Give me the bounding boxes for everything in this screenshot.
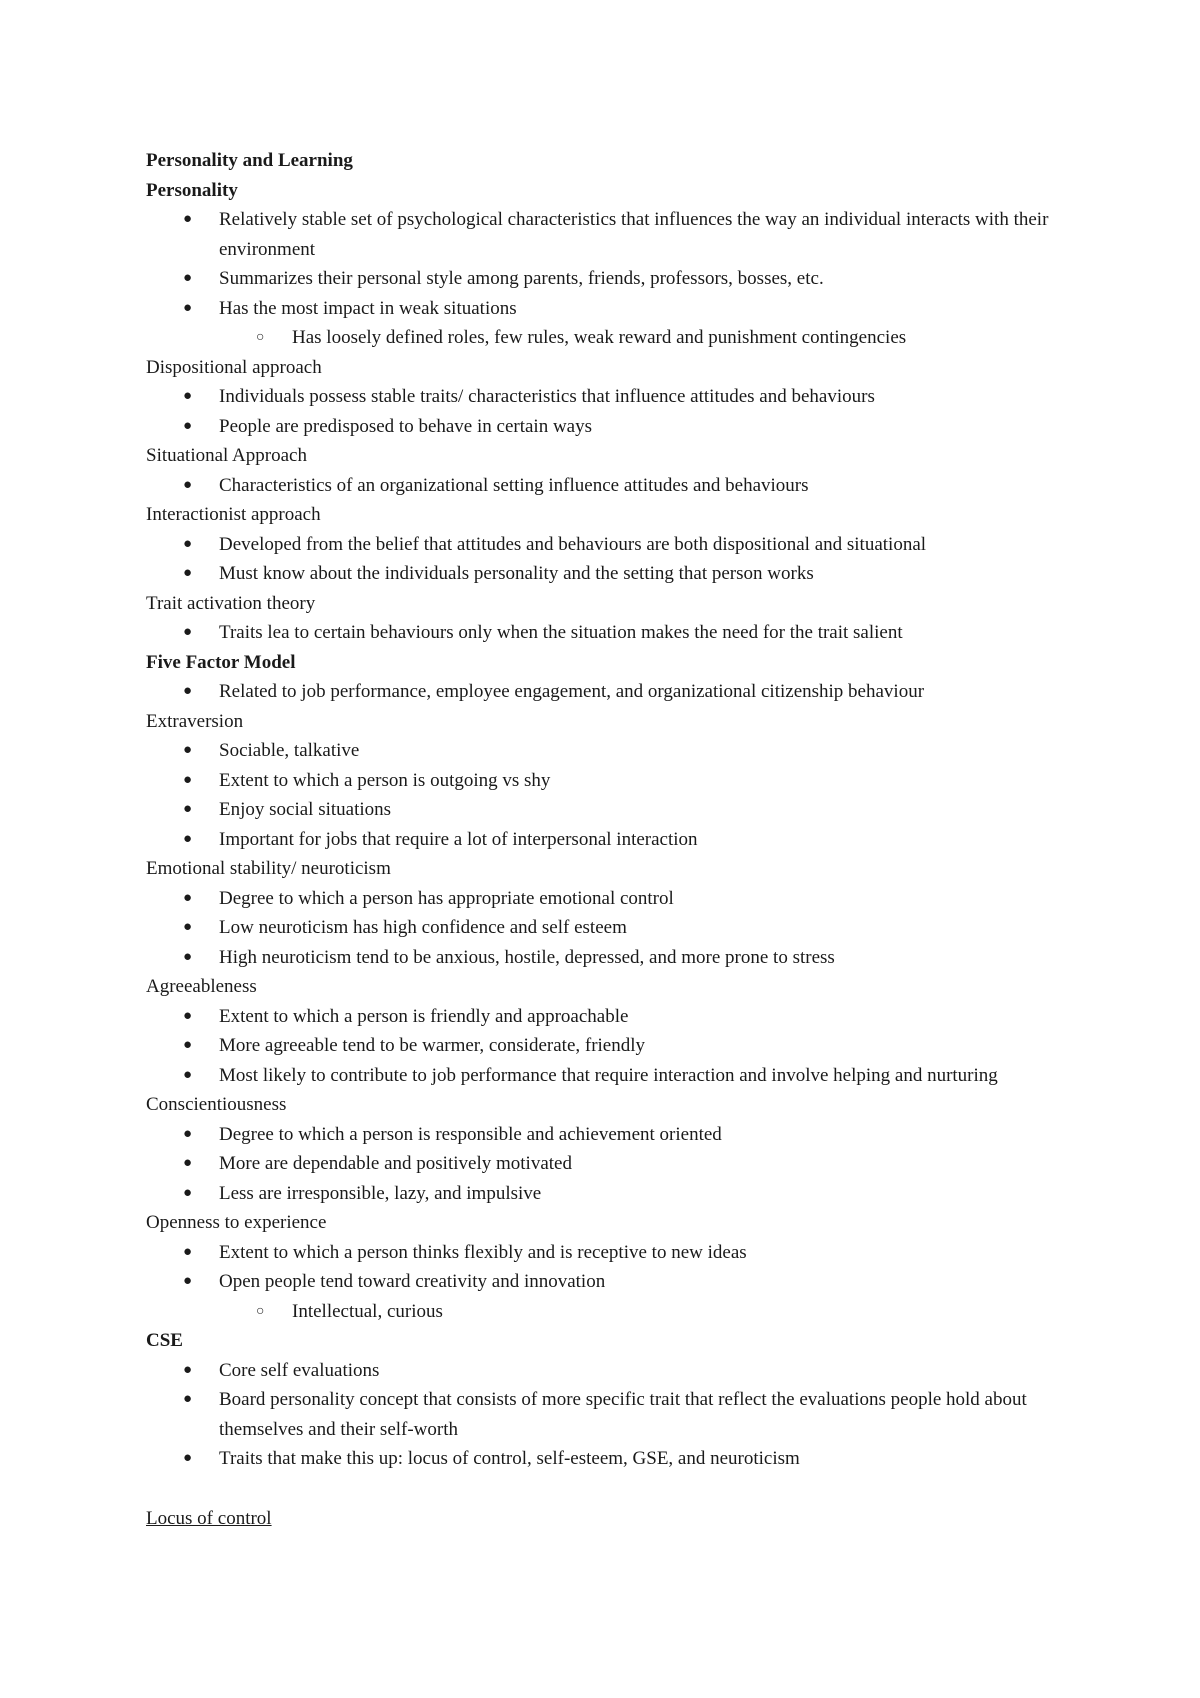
bullet-item: ● High neuroticism tend to be anxious, hostile, depressed, and more prone to stress xyxy=(146,943,1059,973)
heading-openness: Openness to experience xyxy=(146,1212,327,1233)
document-title: Personality and Learning xyxy=(146,150,353,171)
bullet-icon: ● xyxy=(183,830,193,847)
bullet-item: ● Traits that make this up: locus of control, self-esteem, GSE, and neuroticism xyxy=(146,1444,1059,1474)
bullet-icon: ● xyxy=(183,565,193,581)
sub-bullet-icon: ○ xyxy=(256,330,265,345)
bullet-item: ● Developed from the belief that attitudes and behaviours are both dispositional and situational xyxy=(146,530,1059,560)
bullet-item: ● Characteristics of an organizational setting influence attitudes and behaviours xyxy=(146,471,1059,501)
bullet-icon: ● xyxy=(183,919,193,935)
bullet-item: ● Enjoy social situations xyxy=(146,795,1059,825)
spacer xyxy=(146,1474,1200,1504)
bullet-icon: ● xyxy=(183,1007,193,1024)
bullet-icon: ● xyxy=(183,299,193,316)
sub-bullet-icon: ○ xyxy=(256,1303,265,1319)
bullet-item: ● Core self evaluations xyxy=(146,1356,1059,1386)
bullet-icon: ● xyxy=(183,1243,193,1260)
bullet-icon: ● xyxy=(183,1066,193,1083)
sub-bullet-item: ○ Has loosely defined roles, few rules, weak reward and punishment contingencies xyxy=(146,323,1200,353)
bullet-item: ● More are dependable and positively motivated xyxy=(146,1149,1059,1179)
bullet-item: ● People are predisposed to behave in certain ways xyxy=(146,412,1059,442)
bullet-item: ● Open people tend toward creativity and innovation xyxy=(146,1267,1059,1297)
bullet-icon: ● xyxy=(183,388,193,404)
heading-dispositional: Dispositional approach xyxy=(146,356,322,378)
bullet-item: ● Degree to which a person is responsible and achievement oriented xyxy=(146,1120,1059,1150)
heading-agreeableness: Agreeableness xyxy=(146,976,257,997)
bullet-item: ● Summarizes their personal style among parents, friends, professors, bosses, etc. xyxy=(146,264,1059,294)
bullet-item: ● More agreeable tend to be warmer, considerate, friendly xyxy=(146,1031,1059,1061)
bullet-item: ● Most likely to contribute to job performance that require interaction and involve helping and nurturing xyxy=(146,1061,1059,1091)
bullet-item: ● Has the most impact in weak situations xyxy=(146,294,1059,324)
bullet-item: ● Extent to which a person is outgoing vs shy xyxy=(146,766,1059,796)
bullet-icon: ● xyxy=(183,270,193,286)
heading-personality: Personality xyxy=(146,179,238,201)
bullet-icon: ● xyxy=(183,1155,193,1171)
bullet-item: ● Traits lea to certain behaviours only when the situation makes the need for the trait salient xyxy=(146,618,1059,648)
bullet-item: ● Extent to which a person thinks flexibly and is receptive to new ideas xyxy=(146,1238,1059,1268)
bullet-item: ● Relatively stable set of psychological characteristics that influences the way an individual interacts with their environment xyxy=(146,205,1059,264)
bullet-item: ● Related to job performance, employee engagement, and organizational citizenship behaviour xyxy=(146,677,1059,707)
heading-extraversion: Extraversion xyxy=(146,710,244,732)
bullet-icon: ● xyxy=(183,1391,193,1407)
bullet-icon: ● xyxy=(183,1273,193,1289)
bullet-icon: ● xyxy=(183,1037,193,1053)
heading-conscientiousness: Conscientiousness xyxy=(146,1094,287,1115)
bullet-item: ● Less are irresponsible, lazy, and impulsive xyxy=(146,1179,1059,1209)
bullet-icon: ● xyxy=(183,1361,193,1378)
bullet-icon: ● xyxy=(183,1184,193,1201)
heading-cse: CSE xyxy=(146,1330,183,1351)
heading-trait-activation: Trait activation theory xyxy=(146,592,316,614)
heading-interactionist: Interactionist approach xyxy=(146,504,321,525)
bullet-icon: ● xyxy=(183,476,193,493)
bullet-item: ● Important for jobs that require a lot of interpersonal interaction xyxy=(146,825,1059,855)
bullet-icon: ● xyxy=(183,1450,193,1466)
bullet-item: ● Board personality concept that consists of more specific trait that reflect the evaluations people hold about themselves and their self-worth xyxy=(146,1385,1059,1444)
bullet-item: ● Must know about the individuals personality and the setting that person works xyxy=(146,559,1059,589)
bullet-icon: ● xyxy=(183,801,193,817)
bullet-icon: ● xyxy=(183,211,193,227)
bullet-icon: ● xyxy=(183,742,193,758)
bullet-item: ● Individuals possess stable traits/ characteristics that influence attitudes and behaviours xyxy=(146,382,1059,412)
bullet-icon: ● xyxy=(183,624,193,640)
bullet-icon: ● xyxy=(183,535,193,552)
heading-emotional-stability: Emotional stability/ neuroticism xyxy=(146,858,391,879)
bullet-item: ● Extent to which a person is friendly and approachable xyxy=(146,1002,1059,1032)
bullet-item: ● Low neuroticism has high confidence and self esteem xyxy=(146,913,1059,943)
bullet-icon: ● xyxy=(183,1125,193,1142)
sub-bullet-item: ○ Intellectual, curious xyxy=(146,1297,1200,1327)
bullet-icon: ● xyxy=(183,683,193,699)
heading-locus-of-control: Locus of control xyxy=(146,1507,272,1529)
heading-situational: Situational Approach xyxy=(146,445,307,466)
bullet-icon: ● xyxy=(183,417,193,434)
bullet-item: ● Degree to which a person has appropriate emotional control xyxy=(146,884,1059,914)
bullet-icon: ● xyxy=(183,771,193,788)
bullet-item: ● Sociable, talkative xyxy=(146,736,1059,766)
bullet-icon: ● xyxy=(183,889,193,906)
bullet-icon: ● xyxy=(183,948,193,965)
heading-five-factor: Five Factor Model xyxy=(146,651,296,673)
